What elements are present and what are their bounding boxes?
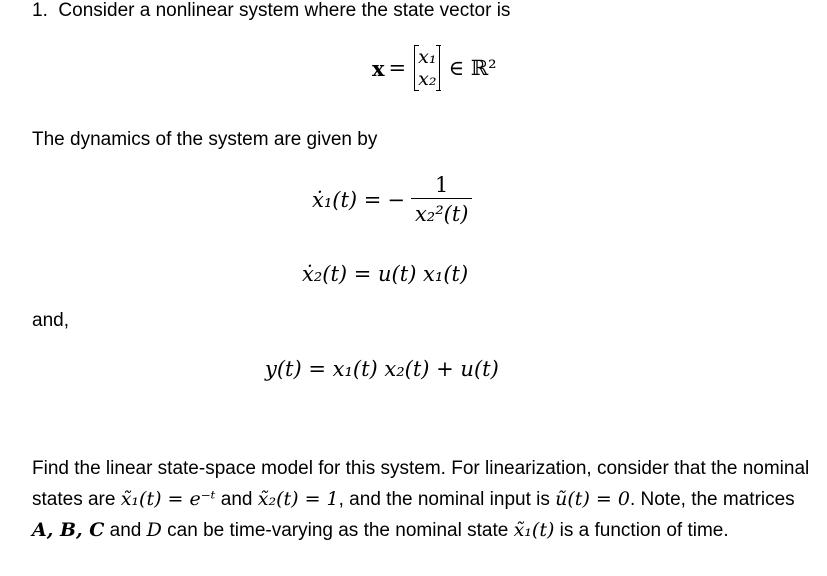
- nominal-u: ũ(t) = 0: [555, 488, 630, 510]
- para-text-5: and: [104, 520, 147, 541]
- para-text-6: can be time-varying as the nominal state: [161, 520, 514, 541]
- eq1-fraction: [411, 172, 473, 227]
- para-text-1: Find the linear state-space model for this system. For linearization, consider that the nominal states are: [32, 458, 810, 510]
- state-entry-1: x₁: [418, 46, 437, 68]
- question-intro: Consider a nonlinear system where the state vector is: [58, 0, 511, 21]
- equation-x1-dot: [312, 172, 472, 227]
- eq1-denominator: x₂²(t): [411, 198, 473, 227]
- eq1-minus: −: [387, 187, 405, 212]
- nominal-x2: x̃₂(t) = 1: [257, 488, 339, 510]
- question-heading: [32, 0, 510, 22]
- eq1-numerator: 1: [435, 173, 449, 197]
- dynamics-text: The dynamics of the system are given by: [32, 129, 378, 150]
- state-vector-symbol: x: [372, 55, 385, 81]
- real-space-membership: ∈ ℝ²: [448, 56, 497, 80]
- output-equation: y(t) = x₁(t) x₂(t) + u(t): [265, 357, 499, 381]
- and-text: and,: [32, 310, 69, 331]
- task-paragraph: [32, 454, 822, 546]
- equals-sign: =: [388, 56, 407, 80]
- matrix-d: D: [146, 519, 162, 541]
- para-text-7: is a function of time.: [554, 520, 729, 541]
- matrices-abc: A, B, C: [32, 519, 105, 541]
- nominal-state-x1: x̃₁(t): [513, 519, 555, 541]
- para-text-3: , and the nominal input is: [338, 489, 556, 510]
- para-text-4: . Note, the matrices: [629, 489, 795, 510]
- state-entry-2: x₂: [418, 68, 437, 90]
- eq1-lhs: ẋ₁(t) =: [312, 187, 382, 212]
- state-vector-matrix: [414, 46, 440, 90]
- equation-x2-dot: ẋ₂(t) = u(t) x₁(t): [302, 262, 469, 286]
- question-number: 1.: [32, 0, 48, 21]
- para-text-2: and: [215, 489, 258, 510]
- state-vector-equation: [372, 46, 497, 90]
- nominal-x1: x̃₁(t) = e⁻ᵗ: [120, 488, 216, 510]
